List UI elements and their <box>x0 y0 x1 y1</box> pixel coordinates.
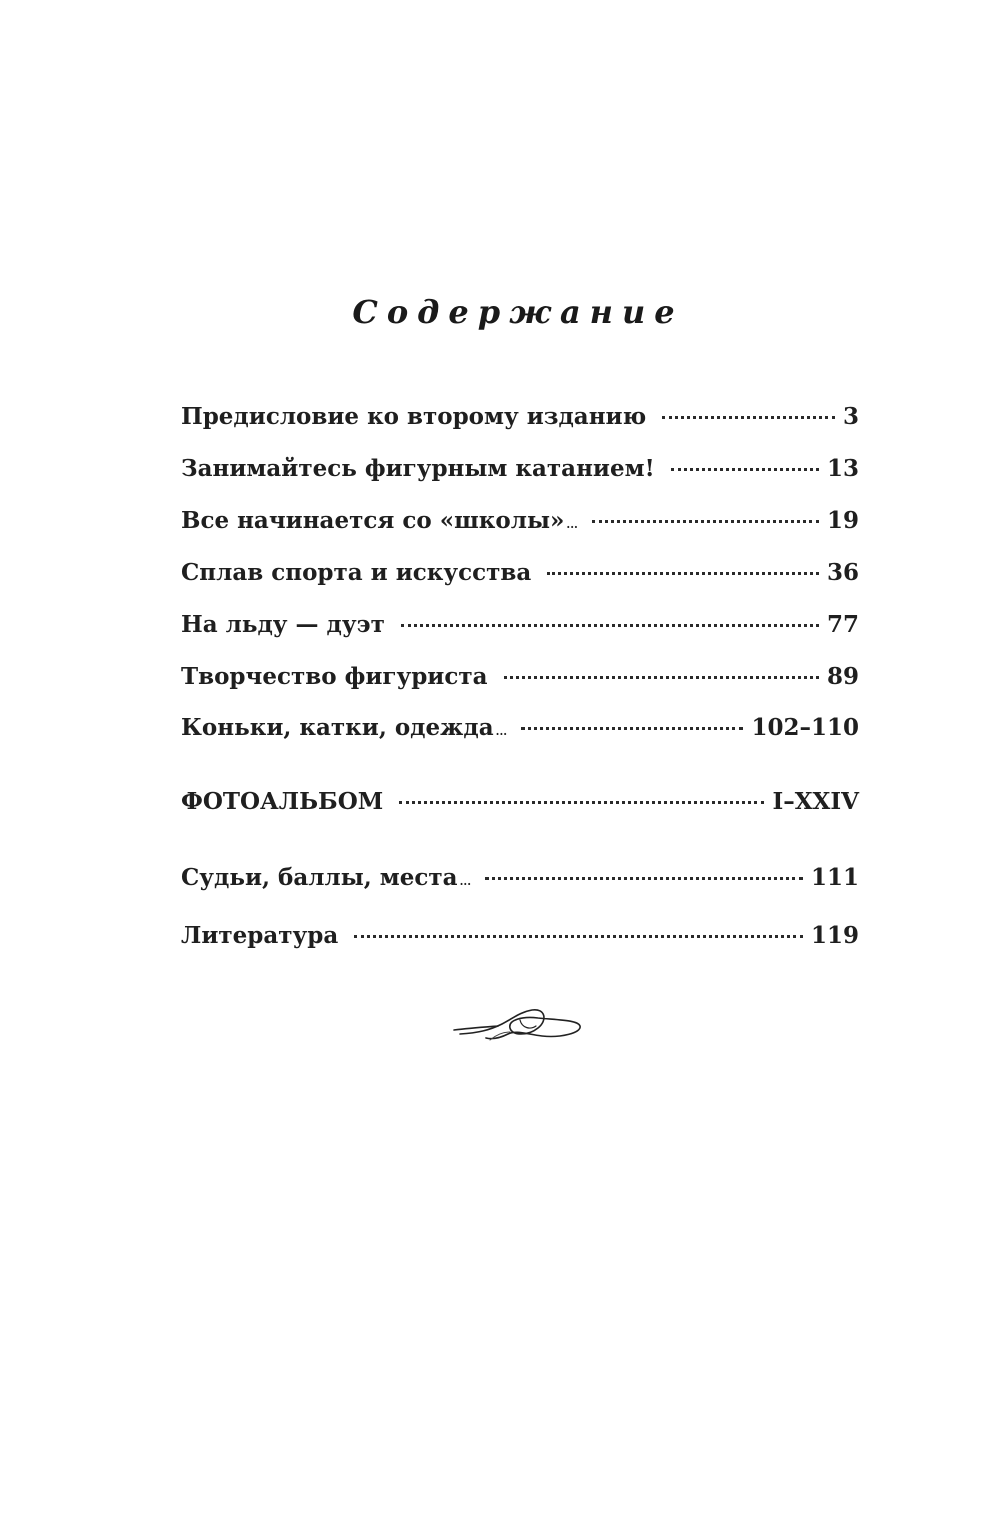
toc-entry-label: Литература <box>181 922 339 949</box>
toc-entry <box>181 403 859 437</box>
dot-leader <box>399 801 764 804</box>
toc-entry-page: I–XXIV <box>772 788 859 815</box>
toc-entry <box>181 611 859 645</box>
toc-entry-page: 36 <box>826 559 859 586</box>
toc-entry-page: 89 <box>826 663 859 690</box>
toc-entry-label: Коньки, катки, одежда <box>181 714 494 741</box>
toc-entry-ellipsis: ... <box>495 725 508 738</box>
toc-entry-label: Предисловие ко второму изданию <box>181 403 647 430</box>
toc-entry-page: 13 <box>826 455 859 482</box>
dot-leader <box>521 727 743 730</box>
dot-leader <box>662 416 835 419</box>
toc-entry <box>181 922 859 956</box>
toc-entry <box>181 559 859 593</box>
toc-entry-ellipsis: ... <box>566 518 578 531</box>
toc-entry-page: 111 <box>810 864 859 891</box>
toc-entry-label: ФОТОАЛЬБОМ <box>181 788 384 815</box>
toc-entry-label: Творчество фигуриста <box>181 663 488 690</box>
toc-entry-label: Занимайтесь фигурным катанием! <box>181 455 655 482</box>
toc-entry-page: 102–110 <box>751 714 859 741</box>
toc-entry <box>181 714 859 748</box>
dot-leader <box>504 676 819 679</box>
toc-entry-page: 3 <box>842 403 859 430</box>
toc-entry <box>181 864 859 898</box>
toc-entry-page: 119 <box>810 922 859 949</box>
toc-entry-ellipsis: ... <box>459 875 472 888</box>
dot-leader <box>671 468 819 471</box>
flourish-icon <box>450 1000 585 1050</box>
toc-entry-page: 77 <box>826 611 859 638</box>
toc-entry-label: Все начинается со «школы» <box>181 507 565 534</box>
dot-leader <box>485 877 803 880</box>
toc-entry <box>181 455 859 489</box>
toc-entry-label: На льду — дуэт <box>181 611 385 638</box>
toc-entry-page: 19 <box>826 507 859 534</box>
page-title: Содержание <box>352 293 684 331</box>
dot-leader <box>354 935 803 938</box>
toc-entry-label: Судьи, баллы, места <box>181 864 458 891</box>
dot-leader <box>401 624 819 627</box>
dot-leader <box>547 572 819 575</box>
toc-entry <box>181 788 859 822</box>
toc-entry-label: Сплав спорта и искусства <box>181 559 532 586</box>
toc-entry <box>181 663 859 697</box>
dot-leader <box>592 520 819 523</box>
toc-entry <box>181 507 859 541</box>
